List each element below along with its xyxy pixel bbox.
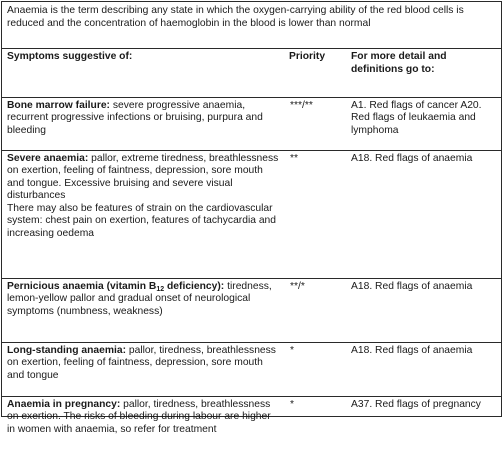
reference-cell: A1. Red flags of cancer A20. Red flags of leukaemia and lymphoma [346, 97, 501, 150]
table-row [2, 396, 501, 462]
table-row [2, 150, 501, 278]
priority-cell: ***/** [284, 97, 346, 150]
intro-text: Anaemia is the term describing any state in which the oxygen-carrying ability of the red blood cells is reduced and the concentration of haemoglobin in the blood is lower than normal [2, 2, 501, 49]
priority-cell: * [284, 342, 346, 396]
reference-cell: A37. Red flags of pregnancy [346, 396, 501, 462]
symptom-title: Pernicious anaemia (vitamin $B_{12}$ deficiency): [7, 280, 225, 293]
symptom-title: Long-standing anaemia: [7, 344, 126, 356]
symptom-text-extra: There may also be features of strain on the cardiovascular system: chest pain on exertion, features of tachycardia and increasing oedema [7, 202, 277, 240]
symptom-title: Bone marrow failure: [7, 99, 110, 111]
symptom-title: Severe anaemia: [7, 152, 89, 164]
table-row [2, 342, 501, 396]
symptom-text: tiredness, lemon-yellow pallor and gradual onset of neurological symptoms (numbness, weakness) [7, 280, 272, 317]
reference-cell: A18. Red flags of anaemia [346, 278, 501, 342]
symptom-cell [2, 150, 284, 278]
symptom-title: Anaemia in pregnancy: [7, 398, 121, 410]
header-symptoms: Symptoms suggestive of: [7, 51, 133, 62]
priority-cell: * [284, 396, 346, 462]
symptom-text: pallor, extreme tiredness, breathlessness on exertion, feeling of faintness, depression, sore mouth and tongue. Excessive bruising and severe visual disturbances [7, 152, 279, 202]
header-priority: Priority [289, 51, 326, 62]
priority-cell: **/* [284, 278, 346, 342]
red-flags-anaemia-table [1, 1, 502, 435]
table-row [2, 278, 501, 342]
header-more-detail: For more detail and definitions go to: [351, 51, 447, 75]
priority-cell: ** [284, 150, 346, 278]
symptom-text: pallor, tiredness, breathlessness on exertion, feeling of faintness, depression, sore mouth and tongue [7, 344, 276, 381]
symptom-cell [2, 342, 284, 396]
symptoms-table [2, 49, 501, 462]
symptom-cell [2, 278, 284, 342]
reference-cell: A18. Red flags of anaemia [346, 342, 501, 396]
reference-cell: A18. Red flags of anaemia [346, 150, 501, 278]
symptom-cell [2, 396, 284, 462]
table-row [2, 97, 501, 150]
symptom-text: pallor, tiredness, breathlessness on exertion. The risks of bleeding during labour are higher in women with anaemia, so refer for treatment [7, 398, 271, 435]
table-header-row [2, 49, 501, 97]
symptom-text: severe progressive anaemia, recurrent progressive infections or bruising, purpura and bleeding [7, 99, 263, 136]
symptom-cell [2, 97, 284, 150]
